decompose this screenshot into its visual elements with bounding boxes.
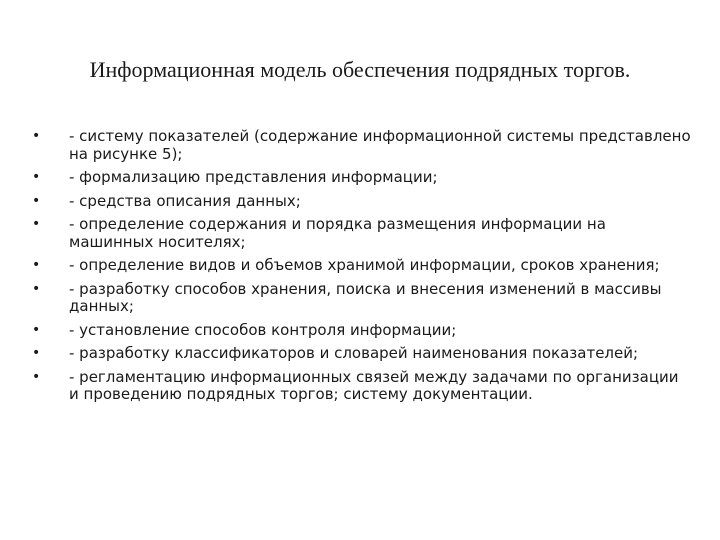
slide-title: Информационная модель обеспечения подрядных торгов. xyxy=(89,57,631,82)
list-item xyxy=(32,369,692,404)
bullet-list xyxy=(32,128,692,410)
bullet-icon: • xyxy=(32,257,41,273)
list-item-text: - систему показателей (содержание информационной системы представлено на рисунке 5); xyxy=(69,127,691,163)
list-item xyxy=(32,345,692,363)
list-item xyxy=(32,169,692,187)
list-item xyxy=(32,281,692,316)
bullet-icon: • xyxy=(32,321,41,338)
list-item xyxy=(32,257,692,275)
list-item-text: - регламентацию информационных связей между задачами по организации и проведению подрядных торгов; систему документации. xyxy=(69,367,679,403)
list-item-text: - определение содержания и порядка размещения информации на машинных носителях; xyxy=(69,215,606,251)
list-item-text: - формализацию представления информации; xyxy=(69,168,438,186)
bullet-icon: • xyxy=(32,345,41,361)
bullet-icon: • xyxy=(32,192,41,209)
bullet-icon: • xyxy=(32,216,41,232)
bullet-icon: • xyxy=(32,169,41,185)
bullet-icon: • xyxy=(32,368,41,385)
list-item-text: - разработку классификаторов и словарей наименования показателей; xyxy=(69,344,639,362)
list-item xyxy=(32,322,692,340)
list-item xyxy=(32,193,692,211)
bullet-icon: • xyxy=(32,280,41,297)
bullet-icon: • xyxy=(32,128,41,144)
list-item-text: - средства описания данных; xyxy=(69,191,301,210)
list-item xyxy=(32,128,692,163)
list-item-text: - определение видов и объемов хранимой информации, сроков хранения; xyxy=(69,256,660,274)
list-item xyxy=(32,216,692,251)
list-item-text: - разработку способов хранения, поиска и внесения изменений в массивы данных; xyxy=(69,279,662,315)
list-item-text: - установление способов контроля информации; xyxy=(69,320,457,339)
